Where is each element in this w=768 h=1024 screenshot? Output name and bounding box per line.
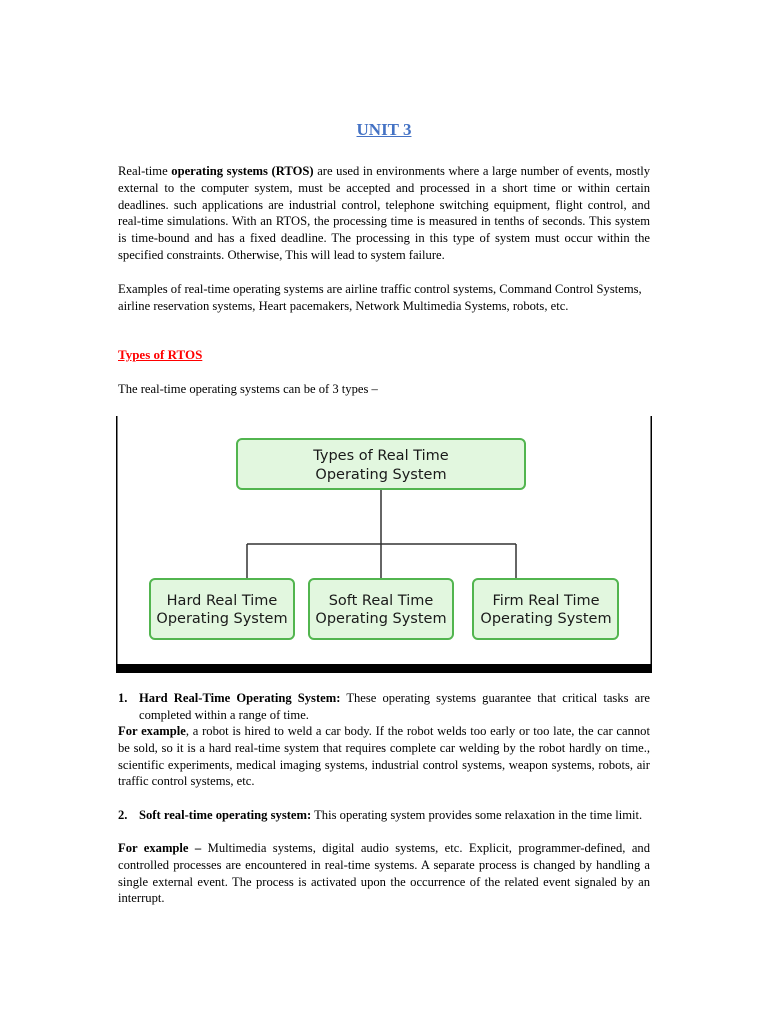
hard-node-line2: Operating System [156,611,288,627]
diagram-svg [116,416,652,673]
list-item-soft-rtos [118,807,650,824]
examples-paragraph: Examples of real-time operating systems are airline traffic control systems, Command Control Systems, airline reservation systems, Heart pacemakers, Network Multimedia Systems, robots, etc. [118,282,642,313]
list-item-title: Soft real-time operating system: [139,808,312,822]
example-text: , a robot is hired to weld a car body. If the robot welds too early or too late, the car cannot be sold, so it is a hard real-time system that requires complete car welding by the robot hardly on time., scientific experiments, medical imaging systems, industrial control systems, weapon systems, robots, air traffic control systems, etc. [118,724,650,789]
soft-node-line2: Operating System [315,611,447,627]
diagram-bottom-bar [116,664,652,673]
soft-rtos-node [309,579,453,639]
list-number: 1. [118,691,128,705]
firm-node-line1: Firm Real Time [492,593,600,609]
root-node-line2: Operating System [315,467,447,483]
root-node-line1: Types of Real Time [313,448,449,464]
soft-node-line1: Soft Real Time [328,593,434,609]
list-number: 2. [118,808,128,822]
example-label: For example [118,724,186,738]
hard-rtos-example [118,723,650,790]
firm-rtos-node [473,579,618,639]
list-item-hard-rtos [118,690,650,724]
list-item-description: These operating systems guarantee that critical tasks are completed within a range of time. [139,691,651,722]
intro-rest: are used in environments where a large number of events, mostly external to the computer system, must be accepted and processed in a short time or within certain deadlines. such applications are industrial control, telephone switching equipment, flight control, and real-time simulations. With an RTOS, the processing time is measured in tenths of seconds. This system is time-bound and has a fixed deadline. The processing in this type of system must occur within the specified constraints. Otherwise, This will lead to system failure. [118,164,651,262]
page-title: UNIT 3 [356,120,412,139]
example-text: Multimedia systems, digital audio systems, etc. Explicit, programmer-defined, and controlled processes are encountered in real-time systems. A separate process is changed by handling a single external event. The process is activated upon the occurrence of the related event signaled by an interrupt. [118,841,650,906]
types-intro: The real-time operating systems can be of 3 types – [118,382,378,396]
types-heading: Types of RTOS [118,347,203,362]
hard-node-line1: Hard Real Time [166,593,278,609]
list-item-title: Hard Real-Time Operating System: [139,691,341,705]
list-item-description: This operating system provides some relaxation in the time limit. [311,808,643,822]
intro-bold-term: operating systems (RTOS) [171,164,314,178]
soft-rtos-example [118,840,650,907]
firm-node-line2: Operating System [480,611,612,627]
intro-lead: Real-time [118,164,172,178]
hard-rtos-node [150,579,294,639]
intro-paragraph [118,163,650,264]
rtos-types-diagram [116,416,652,673]
example-label: For example – [118,841,202,855]
